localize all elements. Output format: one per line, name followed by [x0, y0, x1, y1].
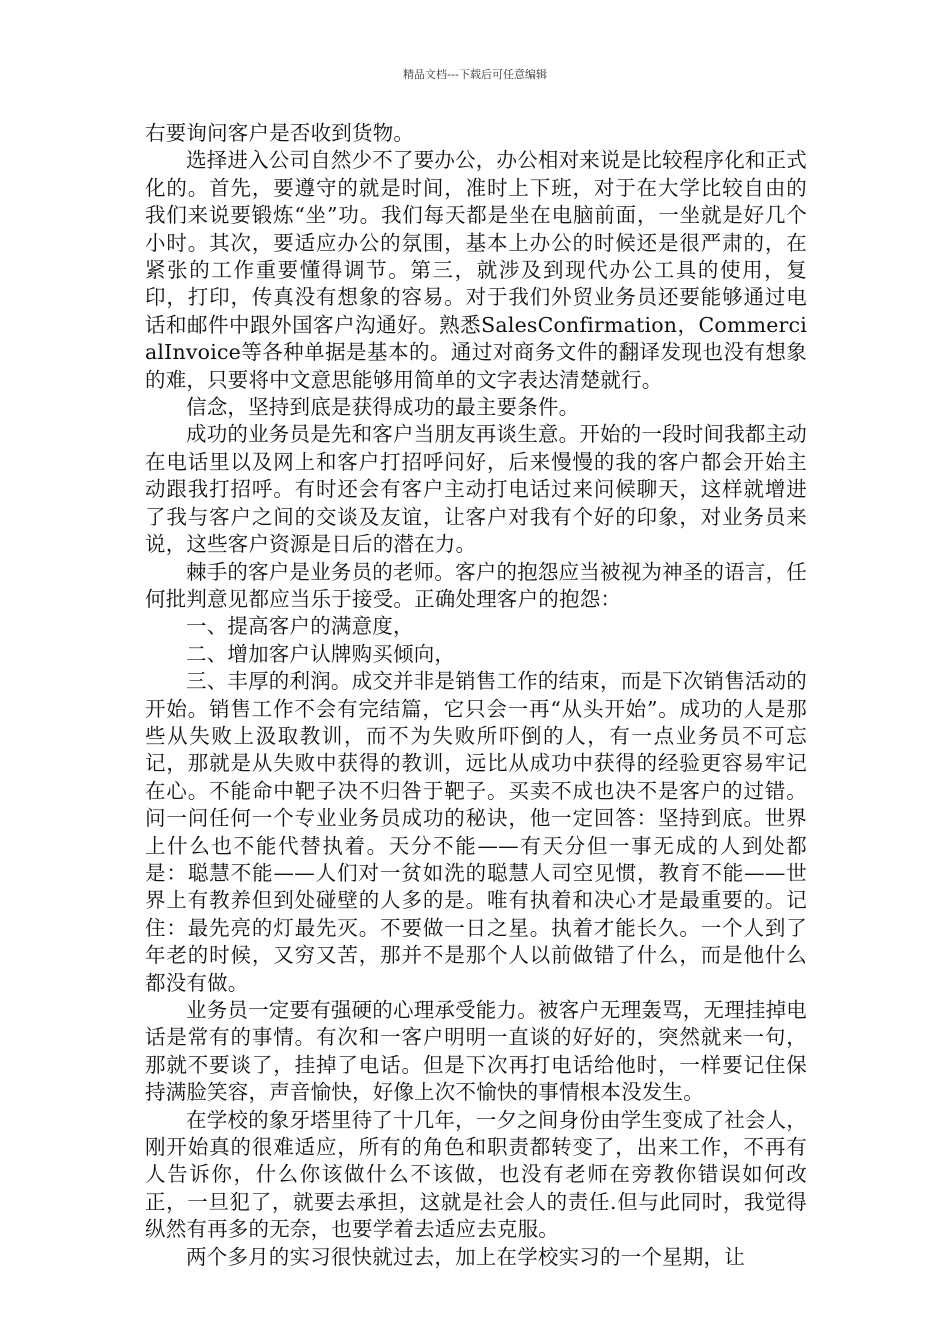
page-header: 精品文档---下载后可任意编辑	[403, 68, 547, 81]
paragraph-6: 业务员一定要有强硬的心理承受能力。被客户无理轰骂，无理挂掉电话是常有的事情。有次和一客户明明一直谈的好好的，突然就来一句，那就不要谈了，挂掉了电话。但是下次再打电话给他时，一样要记住保持满脸笑容，声音愉快，好像上次不愉快的事情根本没发生。	[145, 998, 807, 1105]
list-item-1: 一、提高客户的满意度，	[186, 614, 414, 639]
paragraph-7: 在学校的象牙塔里待了十几年，一夕之间身份由学生变成了社会人，刚开始真的很难适应，所有的角色和职责都转变了，出来工作，不再有人告诉你，什么你该做什么不该做，也没有老师在旁教你错误如何改正，一旦犯了，就要去承担，这就是社会人的责任.但与此同时，我觉得纵然有再多的无奈，也要学着去适应去克服。	[145, 1107, 807, 1242]
document-body	[145, 120, 807, 1271]
paragraph-1: 右要询问客户是否收到货物。	[145, 121, 415, 145]
paragraph-4: 成功的业务员是先和客户当朋友再谈生意。开始的一段时间我都主动在电话里以及网上和客户打招呼问好，后来慢慢的我的客户都会开始主动跟我打招呼。有时还会有客户主动打电话过来问候聊天，这样就增进了我与客户之间的交谈及友谊，让客户对我有个好的印象，对业务员来说，这些客户资源是日后的潜在力。	[145, 422, 807, 557]
paragraph-3: 信念，坚持到底是获得成功的最主要条件。	[186, 395, 580, 420]
paragraph-8: 两个多月的实习很快就过去，加上在学校实习的一个星期，让	[186, 1244, 745, 1269]
paragraph-2: 选择进入公司自然少不了要办公，办公相对来说是比较程序化和正式化的。首先，要遵守的就是时间，准时上下班，对于在大学比较自由的我们来说要锻炼“坐”功。我们每天都是坐在电脑前面，一坐就是好几个小时。其次，要适应办公的氛围，基本上办公的时候还是很严肃的，在紧张的工作重要懂得调节。第三，就涉及到现代办公工具的使用，复印，打印，传真没有想象的容易。对于我们外贸业务员还要能够通过电话和邮件中跟外国客户沟通好。熟悉SalesConfirmation，CommercialInvoice等各种单据是基本的。通过对商务文件的翻译发现也没有想象的难，只要将中文意思能够用简单的文字表达清楚就行。	[145, 148, 807, 392]
list-item-2: 二、增加客户认牌购买倾向，	[186, 641, 456, 666]
list-item-3: 三、丰厚的利润。成交并非是销售工作的结束，而是下次销售活动的开始。销售工作不会有完结篇，它只会一再“从头开始”。成功的人是那些从失败上汲取教训，而不为失败所吓倒的人，有一点业务员不可忘记，那就是从失败中获得的教训，远比从成功中获得的经验更容易牢记在心。不能命中靶子决不归咎于靶子。买卖不成也决不是客户的过错。问一问任何一个专业业务员成功的秘诀，他一定回答：坚持到底。世界上什么也不能代替执着。天分不能——有天分但一事无成的人到处都是：聪慧不能——人们对一贫如洗的聪慧人司空见惯，教育不能——世界上有教养但到处碰壁的人多的是。唯有执着和决心才是最重要的。记住：最先亮的灯最先灭。不要做一日之星。执着才能长久。一个人到了年老的时候，又穷又苦，那并不是那个人以前做错了什么，而是他什么都没有做。	[145, 669, 807, 995]
paragraph-5: 棘手的客户是业务员的老师。客户的抱怨应当被视为神圣的语言，任何批判意见都应当乐于接受。正确处理客户的抱怨：	[145, 559, 807, 611]
